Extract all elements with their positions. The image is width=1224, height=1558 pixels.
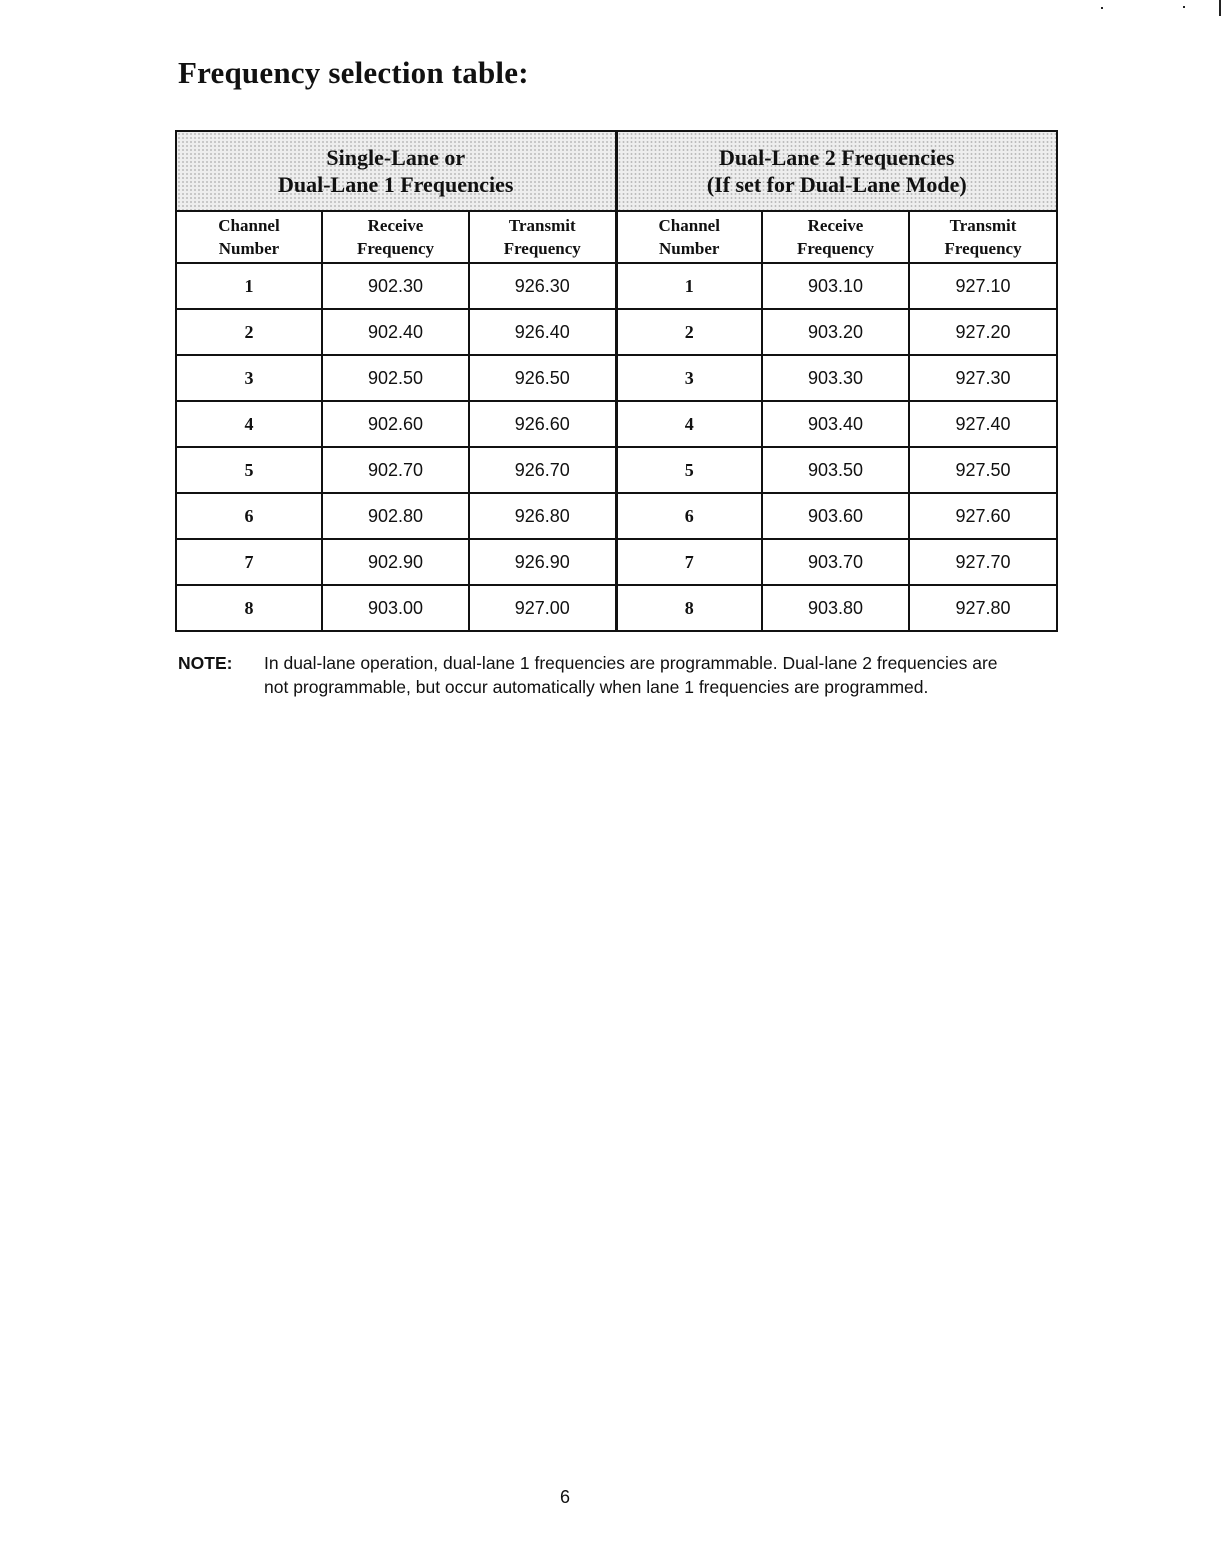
transmit-frequency-cell: 926.60 <box>469 401 616 447</box>
scan-speck <box>1101 7 1103 9</box>
scan-edge-mark <box>1219 0 1221 16</box>
transmit-frequency-cell: 927.20 <box>909 309 1057 355</box>
channel-number-cell: 4 <box>176 401 322 447</box>
transmit-frequency-cell: 926.70 <box>469 447 616 493</box>
group-header-line: Single-Lane or <box>326 145 466 170</box>
channel-number-cell: 3 <box>616 355 762 401</box>
transmit-frequency-cell: 927.10 <box>909 263 1057 309</box>
table-row <box>176 447 1057 493</box>
group-header-line: Dual-Lane 1 Frequencies <box>278 172 514 197</box>
channel-number-cell: 2 <box>176 309 322 355</box>
receive-frequency-cell: 902.40 <box>322 309 469 355</box>
receive-frequency-cell: 902.30 <box>322 263 469 309</box>
column-header-line: Transmit <box>508 216 576 235</box>
note-block <box>178 651 1008 699</box>
column-header-line: Receive <box>367 216 424 235</box>
column-header <box>469 211 616 263</box>
transmit-frequency-cell: 927.80 <box>909 585 1057 631</box>
receive-frequency-cell: 902.90 <box>322 539 469 585</box>
group-header-line: (If set for Dual-Lane Mode) <box>706 172 967 197</box>
receive-frequency-cell: 903.00 <box>322 585 469 631</box>
receive-frequency-cell: 902.80 <box>322 493 469 539</box>
table-row <box>176 585 1057 631</box>
receive-frequency-cell: 903.60 <box>762 493 909 539</box>
group-header-single-lane <box>176 131 616 211</box>
column-header-line: Transmit <box>949 216 1017 235</box>
column-header <box>322 211 469 263</box>
note-label: NOTE: <box>178 653 233 673</box>
table-row <box>176 401 1057 447</box>
transmit-frequency-cell: 926.30 <box>469 263 616 309</box>
receive-frequency-cell: 902.60 <box>322 401 469 447</box>
column-header-line: Number <box>659 239 720 258</box>
channel-number-cell: 6 <box>176 493 322 539</box>
column-header <box>176 211 322 263</box>
column-header-row <box>176 211 1057 263</box>
channel-number-cell: 8 <box>176 585 322 631</box>
receive-frequency-cell: 903.30 <box>762 355 909 401</box>
column-header-line: Channel <box>658 216 720 235</box>
table-row <box>176 539 1057 585</box>
receive-frequency-cell: 903.80 <box>762 585 909 631</box>
column-header <box>616 211 762 263</box>
receive-frequency-cell: 903.40 <box>762 401 909 447</box>
transmit-frequency-cell: 926.80 <box>469 493 616 539</box>
transmit-frequency-cell: 927.70 <box>909 539 1057 585</box>
channel-number-cell: 2 <box>616 309 762 355</box>
group-header-dual-lane-2 <box>616 131 1057 211</box>
table-row <box>176 355 1057 401</box>
column-header-line: Receive <box>807 216 864 235</box>
channel-number-cell: 8 <box>616 585 762 631</box>
transmit-frequency-cell: 927.50 <box>909 447 1057 493</box>
page-number: 6 <box>560 1487 571 1507</box>
channel-number-cell: 3 <box>176 355 322 401</box>
table-row <box>176 263 1057 309</box>
receive-frequency-cell: 902.70 <box>322 447 469 493</box>
group-header-row <box>176 131 1057 211</box>
transmit-frequency-cell: 927.00 <box>469 585 616 631</box>
channel-number-cell: 5 <box>176 447 322 493</box>
channel-number-cell: 7 <box>176 539 322 585</box>
channel-number-cell: 1 <box>176 263 322 309</box>
scan-speck <box>1183 6 1185 8</box>
channel-number-cell: 1 <box>616 263 762 309</box>
transmit-frequency-cell: 927.30 <box>909 355 1057 401</box>
column-header-line: Frequency <box>944 239 1022 258</box>
page-title: Frequency selection table: <box>178 55 529 90</box>
receive-frequency-cell: 903.10 <box>762 263 909 309</box>
receive-frequency-cell: 903.20 <box>762 309 909 355</box>
receive-frequency-cell: 903.70 <box>762 539 909 585</box>
column-header-line: Channel <box>218 216 280 235</box>
column-header <box>762 211 909 263</box>
transmit-frequency-cell: 927.40 <box>909 401 1057 447</box>
column-header <box>909 211 1057 263</box>
transmit-frequency-cell: 926.90 <box>469 539 616 585</box>
column-header-line: Frequency <box>503 239 581 258</box>
table-row <box>176 493 1057 539</box>
channel-number-cell: 4 <box>616 401 762 447</box>
column-header-line: Frequency <box>356 239 435 258</box>
column-header-line: Frequency <box>796 239 875 258</box>
channel-number-cell: 6 <box>616 493 762 539</box>
frequency-table <box>175 130 1058 632</box>
receive-frequency-cell: 903.50 <box>762 447 909 493</box>
channel-number-cell: 5 <box>616 447 762 493</box>
transmit-frequency-cell: 927.60 <box>909 493 1057 539</box>
receive-frequency-cell: 902.50 <box>322 355 469 401</box>
note-text: In dual-lane operation, dual-lane 1 frequencies are programmable. Dual-lane 2 frequencies are not programmable, but occur automatically when lane 1 frequencies are programmed. <box>264 653 998 697</box>
transmit-frequency-cell: 926.40 <box>469 309 616 355</box>
table-row <box>176 309 1057 355</box>
column-header-line: Number <box>218 239 280 258</box>
transmit-frequency-cell: 926.50 <box>469 355 616 401</box>
group-header-line: Dual-Lane 2 Frequencies <box>719 145 955 170</box>
channel-number-cell: 7 <box>616 539 762 585</box>
